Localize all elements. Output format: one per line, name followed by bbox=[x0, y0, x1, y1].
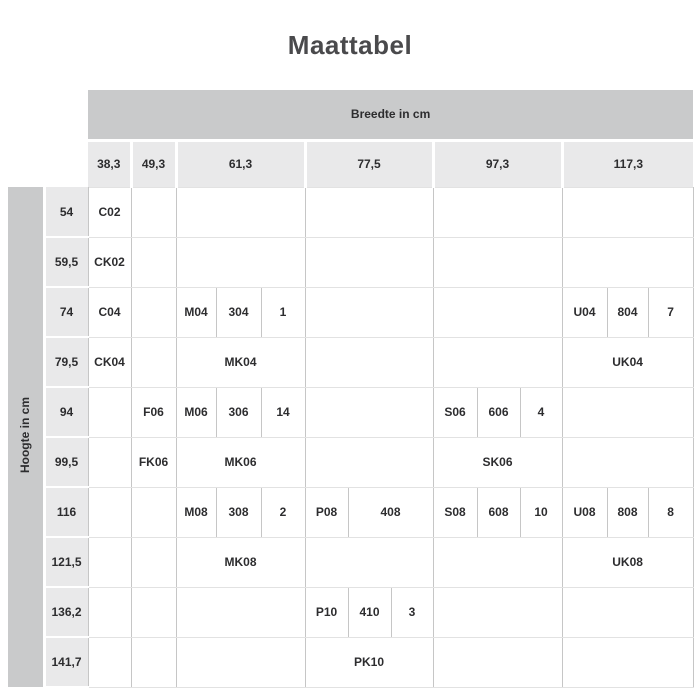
empty-cell bbox=[562, 587, 693, 637]
size-cell-CK04: CK04 bbox=[88, 337, 131, 387]
empty-cell bbox=[88, 487, 131, 537]
table-row bbox=[8, 487, 693, 537]
page-title: Maattabel bbox=[287, 30, 413, 60]
empty-cell bbox=[176, 587, 305, 637]
empty-cell bbox=[131, 587, 176, 637]
empty-cell bbox=[131, 337, 176, 387]
width-header-38,3: 38,3 bbox=[88, 140, 131, 187]
width-header-77,5: 77,5 bbox=[305, 140, 433, 187]
size-cell-2: 2 bbox=[261, 487, 305, 537]
size-cell-808: 808 bbox=[607, 487, 648, 537]
size-cell-14: 14 bbox=[261, 387, 305, 437]
width-group-row bbox=[8, 90, 693, 140]
empty-cell bbox=[305, 537, 433, 587]
size-cell-10: 10 bbox=[520, 487, 562, 537]
table-row bbox=[8, 437, 693, 487]
size-cell-M06: M06 bbox=[176, 387, 216, 437]
table-row bbox=[8, 237, 693, 287]
size-cell-U04: U04 bbox=[562, 287, 607, 337]
size-cell-MK04: MK04 bbox=[176, 337, 305, 387]
size-cell-M08: M08 bbox=[176, 487, 216, 537]
size-cell-4: 4 bbox=[520, 387, 562, 437]
size-cell-3: 3 bbox=[391, 587, 433, 637]
empty-cell bbox=[562, 637, 693, 687]
size-table bbox=[8, 90, 694, 688]
empty-cell bbox=[562, 437, 693, 487]
height-header-79,5: 79,5 bbox=[44, 337, 88, 387]
size-cell-MK08: MK08 bbox=[176, 537, 305, 587]
height-header-116: 116 bbox=[44, 487, 88, 537]
size-cell-408: 408 bbox=[348, 487, 433, 537]
size-cell-CK02: CK02 bbox=[88, 237, 131, 287]
size-cell-P10: P10 bbox=[305, 587, 348, 637]
empty-cell bbox=[433, 287, 562, 337]
size-cell-C02: C02 bbox=[88, 187, 131, 237]
size-cell-7: 7 bbox=[648, 287, 693, 337]
size-cell-PK10: PK10 bbox=[305, 637, 433, 687]
empty-cell bbox=[131, 537, 176, 587]
size-cell-U08: U08 bbox=[562, 487, 607, 537]
empty-cell bbox=[176, 187, 305, 237]
empty-cell bbox=[305, 337, 433, 387]
empty-cell bbox=[562, 237, 693, 287]
empty-cell bbox=[131, 637, 176, 687]
size-cell-MK06: MK06 bbox=[176, 437, 305, 487]
height-header-74: 74 bbox=[44, 287, 88, 337]
table-row bbox=[8, 337, 693, 387]
size-cell-410: 410 bbox=[348, 587, 391, 637]
empty-cell bbox=[176, 637, 305, 687]
empty-cell bbox=[305, 437, 433, 487]
size-cell-606: 606 bbox=[477, 387, 520, 437]
size-cell-8: 8 bbox=[648, 487, 693, 537]
size-cell-F06: F06 bbox=[131, 387, 176, 437]
size-cell-304: 304 bbox=[216, 287, 261, 337]
size-cell-C04: C04 bbox=[88, 287, 131, 337]
size-cell-S08: S08 bbox=[433, 487, 477, 537]
height-axis-label bbox=[8, 187, 44, 687]
size-cell-UK08: UK08 bbox=[562, 537, 693, 587]
empty-cell bbox=[176, 237, 305, 287]
empty-cell bbox=[88, 587, 131, 637]
size-cell-SK06: SK06 bbox=[433, 437, 562, 487]
height-header-94: 94 bbox=[44, 387, 88, 437]
size-cell-1: 1 bbox=[261, 287, 305, 337]
empty-cell bbox=[88, 537, 131, 587]
height-header-59,5: 59,5 bbox=[44, 237, 88, 287]
size-cell-608: 608 bbox=[477, 487, 520, 537]
empty-cell bbox=[131, 487, 176, 537]
size-cell-FK06: FK06 bbox=[131, 437, 176, 487]
table-row bbox=[8, 387, 693, 437]
size-cell-306: 306 bbox=[216, 387, 261, 437]
width-header-97,3: 97,3 bbox=[433, 140, 562, 187]
empty-cell bbox=[433, 337, 562, 387]
empty-cell bbox=[88, 437, 131, 487]
height-header-136,2: 136,2 bbox=[44, 587, 88, 637]
size-cell-804: 804 bbox=[607, 287, 648, 337]
empty-cell bbox=[433, 587, 562, 637]
empty-cell bbox=[433, 187, 562, 237]
empty-cell bbox=[433, 537, 562, 587]
empty-cell bbox=[562, 187, 693, 237]
width-header-61,3: 61,3 bbox=[176, 140, 305, 187]
size-cell-P08: P08 bbox=[305, 487, 348, 537]
height-axis-label-text: Hoogte in cm bbox=[18, 397, 33, 474]
table-row bbox=[8, 187, 693, 237]
width-axis-label: Breedte in cm bbox=[88, 90, 693, 140]
table-row bbox=[8, 287, 693, 337]
size-cell-UK04: UK04 bbox=[562, 337, 693, 387]
table-row bbox=[8, 537, 693, 587]
width-values-row bbox=[8, 140, 693, 187]
empty-cell bbox=[131, 187, 176, 237]
size-cell-S06: S06 bbox=[433, 387, 477, 437]
empty-cell bbox=[131, 287, 176, 337]
width-header-49,3: 49,3 bbox=[131, 140, 176, 187]
empty-cell bbox=[131, 237, 176, 287]
table-row bbox=[8, 637, 693, 687]
height-header-54: 54 bbox=[44, 187, 88, 237]
empty-cell bbox=[562, 387, 693, 437]
empty-cell bbox=[433, 237, 562, 287]
height-header-141,7: 141,7 bbox=[44, 637, 88, 687]
width-header-117,3: 117,3 bbox=[562, 140, 693, 187]
height-header-99,5: 99,5 bbox=[44, 437, 88, 487]
empty-cell bbox=[305, 287, 433, 337]
empty-cell bbox=[433, 637, 562, 687]
size-cell-M04: M04 bbox=[176, 287, 216, 337]
empty-cell bbox=[88, 387, 131, 437]
empty-cell bbox=[305, 187, 433, 237]
empty-cell bbox=[305, 387, 433, 437]
size-cell-308: 308 bbox=[216, 487, 261, 537]
empty-cell bbox=[88, 637, 131, 687]
table-row bbox=[8, 587, 693, 637]
empty-cell bbox=[305, 237, 433, 287]
height-header-121,5: 121,5 bbox=[44, 537, 88, 587]
corner-spacer bbox=[8, 90, 88, 187]
